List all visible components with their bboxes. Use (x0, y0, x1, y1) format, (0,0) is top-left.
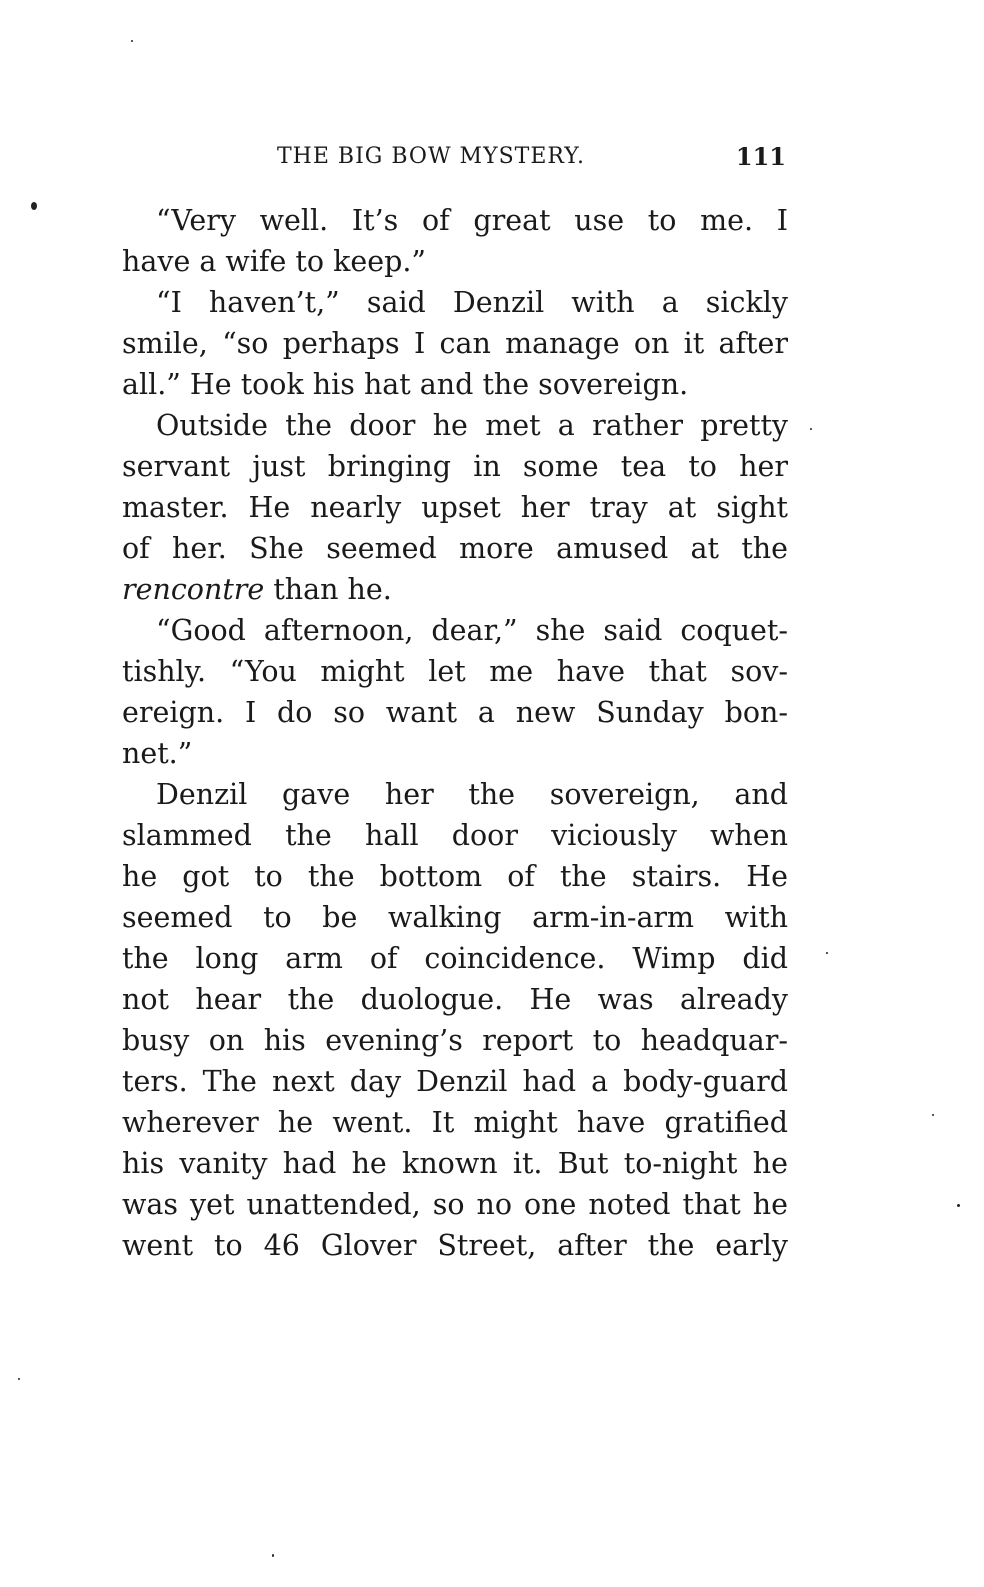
text-line: wherever he went. It might have gratified (122, 1106, 788, 1139)
text-line: net.” (122, 737, 193, 770)
text-line: he got to the bottom of the stairs. He (122, 860, 788, 893)
italic-word: rencontre (122, 573, 265, 606)
text-line: all.” He took his hat and the sovereign. (122, 368, 689, 401)
speck (932, 1114, 934, 1116)
text-line: master. He nearly upset her tray at sight (122, 491, 788, 524)
text-line: ters. The next day Denzil had a body-guard (122, 1065, 788, 1098)
text-line: went to 46 Glover Street, after the early (122, 1229, 788, 1262)
page-header (122, 140, 788, 174)
speck (272, 1554, 274, 1557)
page-number: 111 (735, 142, 786, 171)
text-line: his vanity had he known it. But to-night he (122, 1147, 788, 1180)
text-line: Outside the door he met a rather pretty (156, 409, 788, 442)
paragraph (122, 774, 788, 1266)
speck (810, 428, 812, 430)
speck (18, 1378, 20, 1380)
paragraph (122, 200, 788, 282)
speck (826, 952, 828, 954)
text-line: not hear the duologue. He was already (122, 983, 788, 1016)
text-fragment: than he. (264, 573, 392, 606)
speck (131, 40, 133, 42)
running-title: THE BIG BOW MYSTERY. (277, 144, 585, 169)
text-line: busy on his evening’s report to headquar- (122, 1024, 788, 1057)
text-line: the long arm of coincidence. Wimp did (122, 942, 788, 975)
paragraph (122, 282, 788, 405)
speck (957, 1204, 960, 1207)
paragraph (122, 610, 788, 774)
paragraph (122, 405, 788, 610)
text-line: “Good afternoon, dear,” she said coquet- (156, 614, 788, 647)
text-line: “I haven’t,” said Denzil with a sickly (156, 286, 788, 319)
text-line: servant just bringing in some tea to her (122, 450, 788, 483)
text-line: of her. She seemed more amused at the (122, 532, 788, 565)
text-line: was yet unattended, so no one noted that he (122, 1188, 788, 1221)
text-line (122, 569, 788, 610)
text-line: Denzil gave her the sovereign, and (156, 778, 788, 811)
text-line: tishly. “You might let me have that sov- (122, 655, 788, 688)
text-line: slammed the hall door viciously when (122, 819, 788, 852)
text-line: smile, “so perhaps I can manage on it after (122, 327, 788, 360)
speck (31, 202, 37, 210)
text-line: have a wife to keep.” (122, 245, 426, 278)
text-line: seemed to be walking arm-in-arm with (122, 901, 788, 934)
text-line: “Very well. It’s of great use to me. I (156, 204, 788, 237)
body-text (122, 200, 788, 1266)
text-line: ereign. I do so want a new Sunday bon- (122, 696, 788, 729)
